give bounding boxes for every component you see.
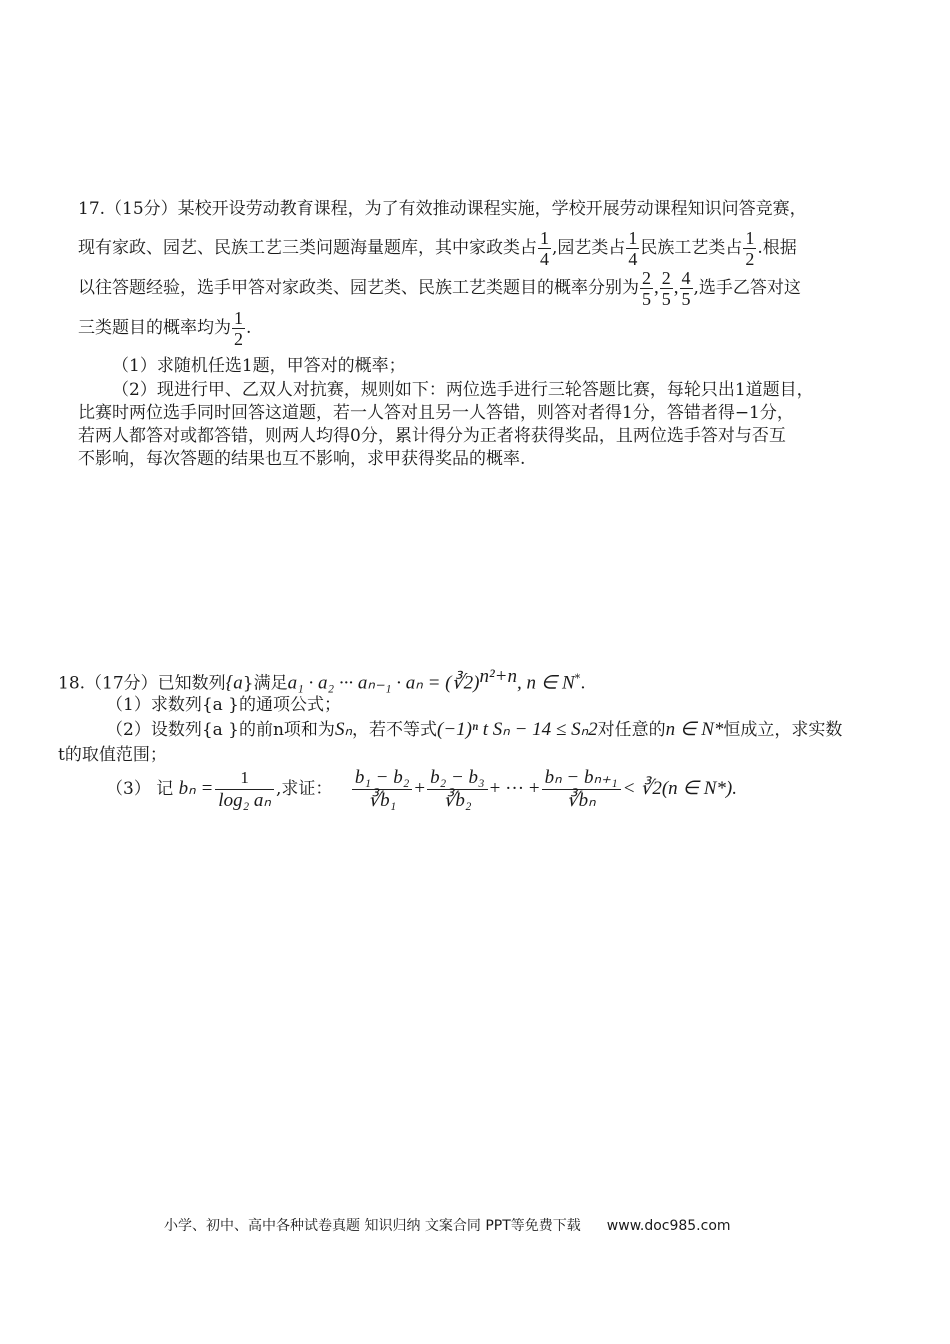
q17-line7: 比赛时两位选手同时回答这道题，若一人答对且另一人答错，则答对者得1分，答错者得−1分， [78, 403, 794, 423]
q18-text: 18.（17分）已知数列 [58, 673, 226, 694]
bn-def: bₙ = [178, 778, 214, 799]
q17-text: 现有家政、园艺、民族工艺三类问题海量题库，其中家政类占 [78, 238, 537, 258]
footer-url[interactable]: www.doc985.com [606, 1218, 731, 1234]
q17-text: 民族工艺类占 [640, 238, 743, 258]
fraction-jiazheng: $\frac{1}{4}$ [540, 228, 549, 269]
fraction-minzu: $\frac{1}{2}$ [745, 228, 755, 269]
q18-line1 [58, 666, 586, 695]
sequence-a: {a [225, 672, 243, 694]
q18-text: （3） 记 [106, 779, 174, 799]
q17-text: . [246, 318, 252, 338]
sum-term-2: $\frac{\text{b₂ − b₃}}{\text{∛b₂}}$ [427, 767, 488, 812]
q18-text: （2）设数列{a }的前n项和为 [106, 720, 335, 740]
bn-fraction: $\frac{1}{\text{log₂ aₙ}}$ [215, 767, 274, 812]
product-formula: a₁ · a₂ ··· aₙ₋₁ · aₙ = (∛2) [287, 672, 480, 694]
q18-text: 恒成立，求实数 [723, 720, 843, 740]
q18-text: ,求证： [276, 779, 333, 799]
rhs: < ∛2(n ∈ N*). [622, 778, 737, 799]
ellipsis: + ··· + [489, 778, 540, 799]
inequality: (−1)ⁿ t Sₙ − 14 ≤ Sₙ2 [437, 719, 598, 740]
q18-text: 对任意的 [597, 720, 666, 740]
q18-line4: t的取值范围； [58, 745, 167, 765]
q17-part2: （2）现进行甲、乙双人对抗赛，规则如下：两位选手进行三轮答题比赛，每轮只出1道题目， [112, 380, 814, 400]
q18-part2 [106, 719, 842, 741]
prob-2: $\frac{2}{5}$ [661, 268, 671, 309]
q17-line8: 若两人都答对或都答错，则两人均得0分，累计得分为正者将获得奖品，且两位选手答对与否互 [78, 426, 786, 446]
footer [164, 1215, 731, 1235]
fraction-yuanyi: $\frac{1}{4}$ [628, 228, 638, 269]
domain-n: n ∈ N* [665, 719, 724, 740]
q17-line1: 17.（15分）某校开设劳动教育课程，为了有效推动课程实施，学校开展劳动课程知识问答竞赛， [78, 199, 807, 219]
q17-line9: 不影响，每次答题的结果也互不影响，求甲获得奖品的概率. [78, 449, 526, 469]
sum-term-n: $\frac{\text{bₙ − bₙ₊₁}}{\text{∛bₙ}}$ [542, 767, 621, 812]
q17-text: 三类题目的概率均为 [78, 318, 231, 338]
prob-1: $\frac{2}{5}$ [642, 268, 651, 309]
plus: + [414, 778, 426, 799]
exponent: n²+n [479, 666, 517, 687]
prob-yi: $\frac{1}{2}$ [234, 308, 243, 349]
q17-text: ,选手乙答对这 [693, 278, 801, 298]
prob-3: $\frac{4}{5}$ [681, 268, 691, 309]
q17-line4 [78, 308, 251, 348]
domain: , n ∈ N [516, 672, 575, 694]
q18-text: }满足 [242, 673, 288, 694]
q17-line2 [78, 228, 797, 268]
q18-text: . [580, 673, 586, 694]
q17-part1: （1）求随机任选1题，甲答对的概率； [112, 356, 406, 376]
sum-Sn: Sₙ [334, 719, 353, 740]
q18-text: ，若不等式 [352, 720, 438, 740]
q17-line3: 以往答题经验，选手甲答对家政类、园艺类、民族工艺类题目的概率分别为 $\frac{2}{5}$ , $\frac{2}{5}$ , $\frac{4}{5}$ ,选手乙答对这 [78, 268, 801, 309]
q17-text: 以往答题经验，选手甲答对家政类、园艺类、民族工艺类题目的概率分别为 [78, 278, 639, 298]
q17-text: ,园艺类占 [552, 238, 626, 258]
footer-text: 小学、初中、高中各种试卷真题 知识归纳 文案合同 PPT等免费下载 [164, 1218, 581, 1234]
q18-part3 [106, 764, 737, 814]
sum-term-1: $\frac{\text{b₁ − b₂}}{\text{∛b₁}}$ [352, 767, 413, 812]
star: * [574, 672, 581, 685]
q17-text: .根据 [757, 238, 797, 258]
q18-part1: （1）求数列{a }的通项公式； [106, 695, 341, 715]
